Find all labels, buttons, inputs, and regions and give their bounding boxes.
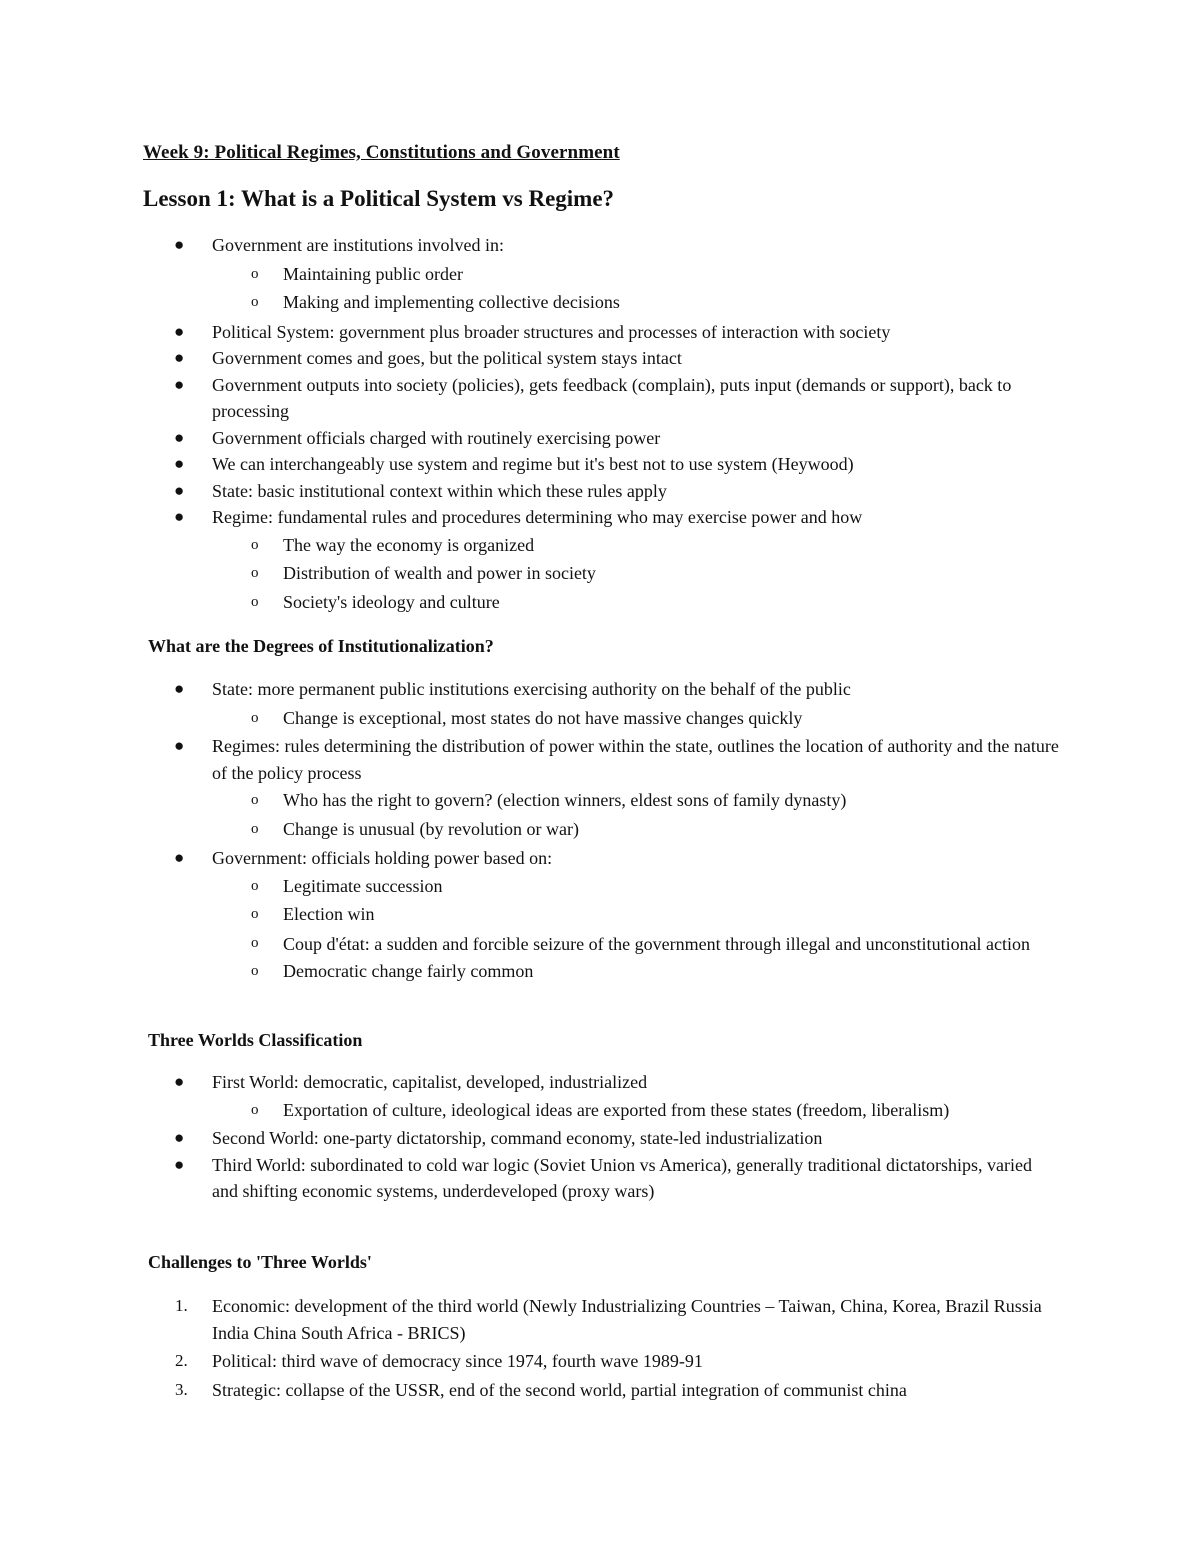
circle-bullet-icon: o bbox=[251, 792, 259, 808]
bullet-icon: ● bbox=[174, 1128, 185, 1147]
numbered-item: 1. Economic: development of the third world (Newly Industrializing Countries – Taiwan, China, Korea, Brazil Russia India China South Africa - BRICS) bbox=[0, 1293, 1062, 1346]
section-1-list bbox=[0, 232, 1200, 615]
bullet-icon: ● bbox=[174, 374, 185, 394]
bullet-icon: ● bbox=[174, 480, 185, 500]
sub-list-item: o Maintaining public order bbox=[0, 261, 1062, 288]
bullet-icon: ● bbox=[174, 1154, 185, 1174]
sub-list-item: o Who has the right to govern? (election winners, eldest sons of family dynasty) bbox=[0, 787, 1062, 814]
numbered-item: 3. Strategic: collapse of the USSR, end of the second world, partial integration of communist china bbox=[0, 1377, 1062, 1404]
circle-bullet-icon: o bbox=[251, 962, 259, 979]
bullet-icon: ● bbox=[174, 679, 185, 698]
item-number: 3. bbox=[175, 1379, 188, 1399]
list-item: ● Government comes and goes, but the political system stays intact bbox=[0, 345, 1062, 372]
list-item: ● Regime: fundamental rules and procedures determining who may exercise power and how bbox=[0, 504, 1062, 531]
bullet-icon: ● bbox=[174, 321, 185, 341]
list-item: ● Second World: one-party dictatorship, command economy, state-led industrialization bbox=[0, 1125, 1062, 1152]
sub-list-item: o Distribution of wealth and power in society bbox=[0, 560, 1062, 587]
bullet-icon: ● bbox=[174, 736, 185, 755]
list-item: ● Government outputs into society (policies), gets feedback (complain), puts input (demands or support), back to processing bbox=[0, 372, 1062, 425]
section-2-list bbox=[0, 676, 1200, 984]
section-heading-institutionalization: What are the Degrees of Institutionalization? bbox=[148, 636, 494, 656]
list-item: ● Government are institutions involved in: bbox=[0, 232, 1062, 259]
circle-bullet-icon: o bbox=[251, 906, 259, 922]
list-item: ● State: basic institutional context within which these rules apply bbox=[0, 478, 1062, 505]
sub-list-item: o Election win bbox=[0, 901, 1062, 928]
sub-list-item: o Legitimate succession bbox=[0, 873, 1062, 900]
bullet-icon: ● bbox=[174, 848, 185, 867]
sub-list-item: o Change is exceptional, most states do not have massive changes quickly bbox=[0, 705, 1062, 732]
circle-bullet-icon: o bbox=[251, 820, 259, 837]
list-item: ● Regimes: rules determining the distribution of power within the state, outlines the location of authority and the nature of the policy process bbox=[0, 733, 1062, 786]
list-item: ● We can interchangeably use system and regime but it's best not to use system (Heywood) bbox=[0, 451, 1062, 478]
section-4-numbered-list bbox=[0, 1293, 1200, 1403]
section-heading-three-worlds: Three Worlds Classification bbox=[148, 1030, 363, 1050]
list-item: ● Third World: subordinated to cold war logic (Soviet Union vs America), generally traditional dictatorships, varied and shifting economic systems, underdeveloped (proxy wars) bbox=[0, 1152, 1062, 1205]
circle-bullet-icon: o bbox=[251, 294, 259, 310]
sub-list-item: o Making and implementing collective decisions bbox=[0, 289, 1062, 316]
circle-bullet-icon: o bbox=[251, 709, 259, 726]
circle-bullet-icon: o bbox=[251, 565, 259, 581]
bullet-icon: ● bbox=[174, 1072, 185, 1091]
circle-bullet-icon: o bbox=[251, 536, 259, 553]
bullet-icon: ● bbox=[174, 348, 185, 367]
item-number: 2. bbox=[175, 1351, 188, 1370]
section-heading-challenges: Challenges to 'Three Worlds' bbox=[148, 1252, 372, 1272]
bullet-icon: ● bbox=[174, 454, 185, 473]
sub-list-item: o Coup d'état: a sudden and forcible seizure of the government through illegal and unconstitutional action bbox=[0, 930, 1062, 958]
sub-list-item: o Exportation of culture, ideological ideas are exported from these states (freedom, liberalism) bbox=[0, 1097, 1062, 1124]
circle-bullet-icon: o bbox=[251, 265, 259, 282]
section-3-list bbox=[0, 1069, 1200, 1205]
sub-list-item: o The way the economy is organized bbox=[0, 532, 1062, 559]
sub-list-item: o Democratic change fairly common bbox=[0, 958, 1062, 985]
circle-bullet-icon: o bbox=[251, 934, 259, 951]
sub-list-item: o Change is unusual (by revolution or war) bbox=[0, 816, 1062, 843]
list-item: ● State: more permanent public institutions exercising authority on the behalf of the public bbox=[0, 676, 1062, 703]
circle-bullet-icon: o bbox=[251, 593, 259, 610]
bullet-icon: ● bbox=[174, 507, 185, 526]
list-item: ● Political System: government plus broader structures and processes of interaction with society bbox=[0, 319, 1062, 346]
document-title: Week 9: Political Regimes, Constitutions and Government bbox=[143, 142, 620, 163]
item-number: 1. bbox=[175, 1296, 188, 1315]
list-item: ● Government: officials holding power based on: bbox=[0, 845, 1062, 872]
bullet-icon: ● bbox=[174, 427, 185, 447]
numbered-item: 2. Political: third wave of democracy since 1974, fourth wave 1989-91 bbox=[0, 1348, 1062, 1375]
list-item: ● Government officials charged with routinely exercising power bbox=[0, 425, 1062, 452]
sub-list-item: o Society's ideology and culture bbox=[0, 589, 1062, 616]
list-item: ● First World: democratic, capitalist, developed, industrialized bbox=[0, 1069, 1062, 1096]
bullet-icon: ● bbox=[174, 235, 185, 254]
circle-bullet-icon: o bbox=[251, 1101, 259, 1118]
circle-bullet-icon: o bbox=[251, 877, 259, 894]
lesson-title: Lesson 1: What is a Political System vs Regime? bbox=[143, 186, 615, 211]
